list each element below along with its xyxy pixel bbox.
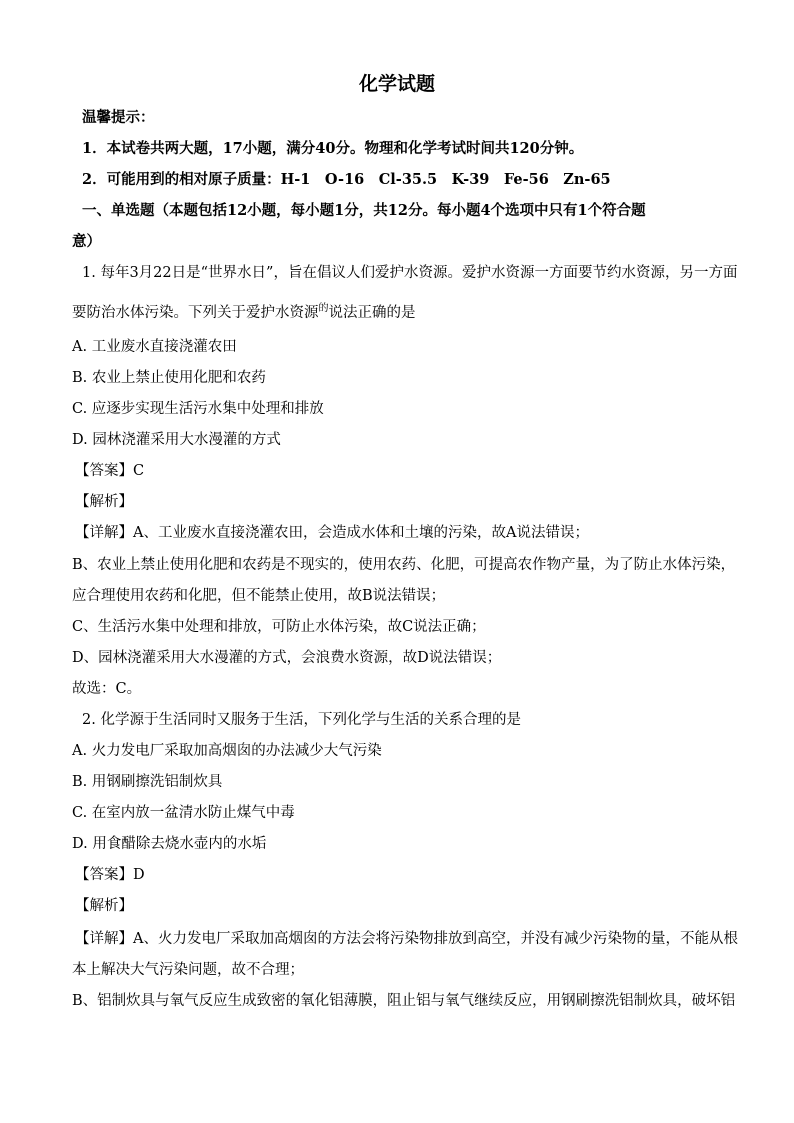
q1-detail-line-1: 【详解】A、工业废水直接浇灌农田，会造成水体和土壤的污染，故A说法错误； bbox=[75, 525, 589, 541]
q2-analysis-label: 【解析】 bbox=[75, 898, 133, 914]
q1-detail-line-3: 应合理使用农药和化肥，但不能禁止使用，故B说法错误； bbox=[72, 588, 446, 604]
q1-stem-line-2 bbox=[72, 303, 416, 325]
q1-detail-line-4: C、生活污水集中处理和排放，可防止水体污染，故C说法正确； bbox=[72, 619, 486, 635]
q1-option-a: A. 工业废水直接浇灌农田 bbox=[72, 339, 237, 355]
q1-option-b: B. 农业上禁止使用化肥和农药 bbox=[72, 370, 266, 386]
q1-detail-line-6: 故选：C。 bbox=[72, 681, 142, 697]
q1-detail-line-2: B、农业上禁止使用化肥和农药是不现实的，使用农药、化肥，可提高农作物产量，为了防止水体污染， bbox=[72, 557, 736, 573]
q1-stem-part-a: 要防治水体污染。下列关于爱护水资源 bbox=[72, 305, 319, 321]
q2-option-a: A. 火力发电厂采取加高烟囱的办法减少大气污染 bbox=[72, 743, 382, 759]
q1-answer: 【答案】C bbox=[75, 463, 145, 479]
section-heading-line-2: 意） bbox=[72, 233, 101, 250]
q2-stem: 2. 化学源于生活同时又服务于生活，下列化学与生活的关系合理的是 bbox=[82, 712, 521, 728]
tips-heading: 温馨提示： bbox=[82, 109, 155, 126]
q2-answer: 【答案】D bbox=[75, 867, 145, 883]
q1-stem-superscript: 的 bbox=[318, 303, 329, 314]
q2-option-b: B. 用钢刷擦洗铝制炊具 bbox=[72, 774, 223, 790]
tips-item-2: 2．可能用到的相对原子质量：H-1 O-16 Cl-35.5 K-39 Fe-56 Zn-65 bbox=[82, 171, 611, 188]
q1-stem-part-b: 说法正确的是 bbox=[328, 305, 416, 321]
q2-detail-line-2: 本上解决大气污染问题，故不合理； bbox=[72, 962, 304, 978]
q1-stem-line-1: 1. 每年3月22日是“世界水日”，旨在倡议人们爱护水资源。爱护水资源一方面要节约水资源，另一方面 bbox=[82, 265, 738, 281]
q1-detail-line-5: D、园林浇灌采用大水漫灌的方式，会浪费水资源，故D说法错误； bbox=[72, 650, 502, 666]
q2-detail-line-1: 【详解】A、火力发电厂采取加高烟囱的方法会将污染物排放到高空，并没有减少污染物的量，不能从根 bbox=[75, 931, 738, 947]
section-heading-line-1: 一、单选题（本题包括12小题，每小题1分，共12分。每小题4个选项中只有1个符合题 bbox=[82, 202, 646, 219]
page-title: 化学试题 bbox=[358, 73, 435, 95]
q1-option-c: C. 应逐步实现生活污水集中处理和排放 bbox=[72, 401, 324, 417]
q2-detail-line-3: B、铝制炊具与氧气反应生成致密的氧化铝薄膜，阻止铝与氧气继续反应，用钢刷擦洗铝制炊具，破坏铝 bbox=[72, 993, 736, 1009]
q1-analysis-label: 【解析】 bbox=[75, 494, 133, 510]
q2-option-c: C. 在室内放一盆清水防止煤气中毒 bbox=[72, 805, 295, 821]
q1-option-d: D. 园林浇灌采用大水漫灌的方式 bbox=[72, 432, 281, 448]
q2-option-d: D. 用食醋除去烧水壶内的水垢 bbox=[72, 836, 267, 852]
tips-item-1: 1．本试卷共两大题，17小题，满分40分。物理和化学考试时间共120分钟。 bbox=[82, 140, 584, 157]
